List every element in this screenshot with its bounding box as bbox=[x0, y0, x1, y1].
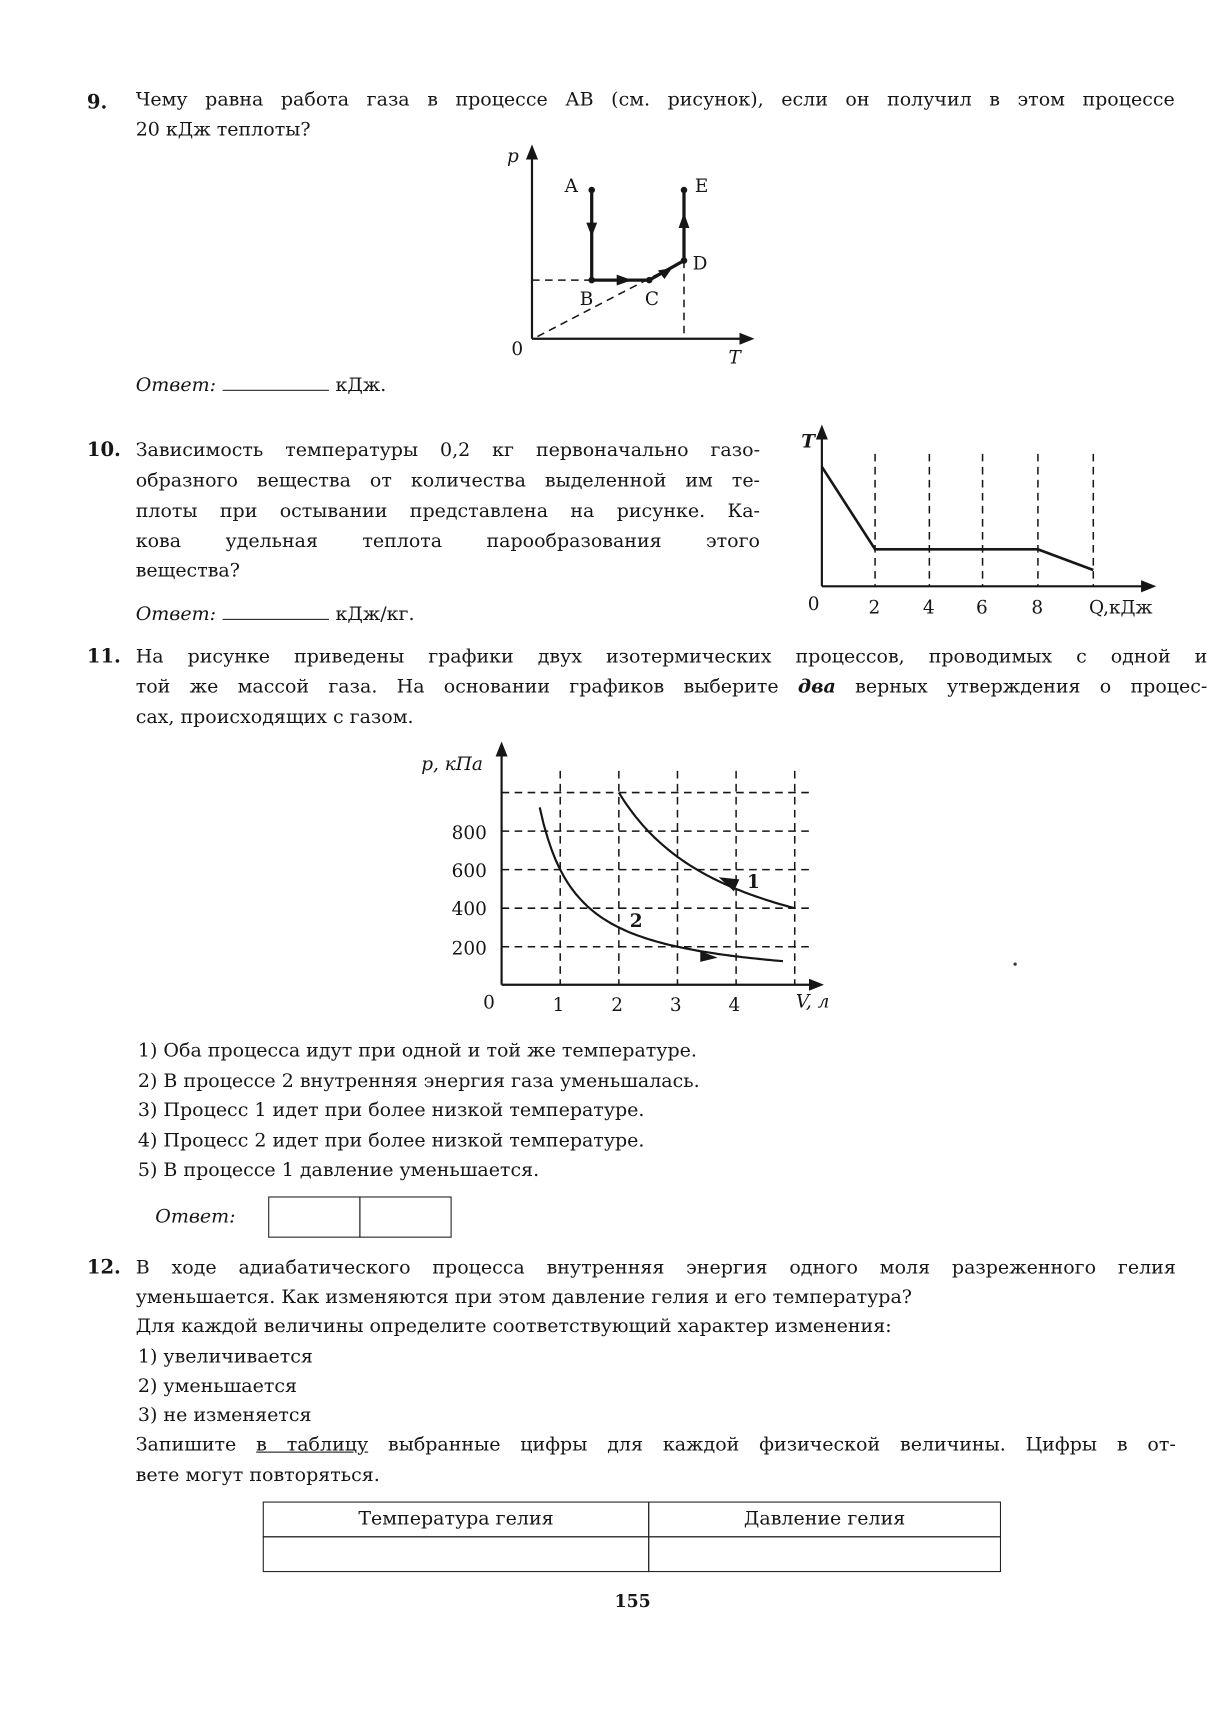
q11-answer-box-1[interactable] bbox=[268, 1196, 360, 1237]
y-tick: 600 bbox=[451, 861, 487, 883]
point-D-label: D bbox=[692, 253, 708, 275]
q12-option: 2) уменьшается bbox=[137, 1375, 298, 1398]
point-C-label: C bbox=[644, 289, 660, 311]
q11-option: 1) Оба процесса идут при одной и той же температуре. bbox=[137, 1040, 697, 1062]
curve-2-label: 2 bbox=[629, 911, 643, 933]
answer-unit: кДж/кг. bbox=[335, 603, 415, 626]
answer-label: Ответ: bbox=[155, 1206, 236, 1228]
Q-axis-label: Q,кДж bbox=[1088, 597, 1153, 619]
pressure-answer-cell[interactable] bbox=[648, 1536, 1001, 1572]
x-tick: 2 bbox=[868, 597, 881, 619]
q12-text-line: вете могут повторяться. bbox=[135, 1464, 380, 1487]
q10-text-line: вещества? bbox=[135, 560, 240, 582]
q9-number: 9. bbox=[86, 91, 108, 114]
q11-number: 11. bbox=[86, 644, 121, 668]
q11-option: 5) В процессе 1 давление уменьшается. bbox=[137, 1159, 540, 1182]
q12-number: 12. bbox=[86, 1256, 121, 1279]
table-header-temperature: Температура гелия bbox=[263, 1502, 650, 1538]
q11-option: 4) Процесс 2 идет при более низкой температуре. bbox=[137, 1130, 645, 1152]
answer-label: Ответ: bbox=[135, 603, 217, 626]
p-axis-label: p, кПа bbox=[421, 753, 483, 775]
q11-text-line: На рисунке приведены графики двух изотермических процессов, проводимых с одной и bbox=[135, 645, 1208, 668]
y-tick: 800 bbox=[451, 823, 487, 845]
x-tick: 1 bbox=[552, 994, 565, 1016]
table-header-pressure: Давление гелия bbox=[648, 1502, 1001, 1538]
origin-label: 0 bbox=[807, 594, 820, 616]
isotherm-1 bbox=[619, 793, 795, 909]
text: выбранные цифры для каждой физической величины. Цифры в от- bbox=[368, 1434, 1176, 1456]
q12-option: 1) увеличивается bbox=[137, 1346, 313, 1368]
q11-option: 2) В процессе 2 внутренняя энергия газа уменьшалась. bbox=[137, 1070, 700, 1093]
q12-option: 3) не изменяется bbox=[137, 1404, 312, 1427]
y-tick: 400 bbox=[451, 899, 487, 921]
temperature-answer-cell[interactable] bbox=[263, 1536, 650, 1572]
q11-text-line: сах, происходящих с газом. bbox=[135, 706, 414, 729]
q12-text-line: уменьшается. Как изменяются при этом давление гелия и его температура? bbox=[135, 1286, 912, 1309]
curve-1-label: 1 bbox=[746, 872, 760, 894]
text: Запишите bbox=[135, 1434, 257, 1456]
q12-text-line: Для каждой величины определите соответствующий характер изменения: bbox=[135, 1315, 892, 1338]
q10-text-line: плоты при остывании представлена на рисунке. Ка- bbox=[135, 500, 760, 523]
T-axis-label: T bbox=[801, 431, 815, 453]
text: той же массой газа. На основании графиков выберите bbox=[135, 676, 798, 699]
x-tick: 2 bbox=[611, 994, 623, 1016]
q10-text-line: образного вещества от количества выделенной им те- bbox=[135, 470, 760, 492]
V-axis-label: V, л bbox=[795, 991, 830, 1013]
p-axis-label: p bbox=[507, 145, 519, 167]
answer-unit: кДж. bbox=[335, 374, 387, 397]
point-B-label: B bbox=[579, 289, 594, 311]
grid bbox=[502, 771, 809, 985]
T-axis-label: T bbox=[728, 347, 741, 369]
q10-number: 10. bbox=[86, 438, 121, 462]
origin-label: 0 bbox=[511, 339, 524, 361]
emphasis: два bbox=[797, 676, 836, 699]
underlined-text: в таблицу bbox=[256, 1434, 369, 1456]
q10-text-line: кова удельная теплота парообразования этого bbox=[135, 530, 760, 553]
answer-label: Ответ: bbox=[135, 374, 217, 397]
q11-answer-box-2[interactable] bbox=[359, 1196, 451, 1237]
x-tick: 3 bbox=[669, 994, 682, 1016]
q9-text-line: Чему равна работа газа в процессе АВ (см. рисунок), если он получил в этом процессе bbox=[135, 89, 1175, 111]
scan-speck bbox=[1014, 962, 1017, 965]
point-E-label: E bbox=[694, 176, 709, 198]
page-number: 155 bbox=[614, 1590, 651, 1612]
x-tick: 4 bbox=[922, 597, 935, 619]
text: верных утверждения о процес- bbox=[835, 676, 1208, 699]
q11-option: 3) Процесс 1 идет при более низкой температуре. bbox=[137, 1099, 645, 1122]
x-tick: 8 bbox=[1031, 597, 1044, 619]
q10-text-line: Зависимость температуры 0,2 кг первоначально газо- bbox=[135, 439, 760, 462]
y-tick: 200 bbox=[451, 938, 487, 960]
x-tick: 4 bbox=[728, 994, 741, 1016]
q9-text-line: 20 кДж теплоты? bbox=[135, 119, 311, 142]
q12-text-line bbox=[136, 1430, 1176, 1460]
point-A-label: A bbox=[564, 176, 578, 198]
origin-label: 0 bbox=[483, 992, 495, 1014]
x-tick: 6 bbox=[976, 597, 988, 619]
q12-text-line: В ходе адиабатического процесса внутренняя энергия одного моля разреженного гелия bbox=[135, 1257, 1176, 1279]
